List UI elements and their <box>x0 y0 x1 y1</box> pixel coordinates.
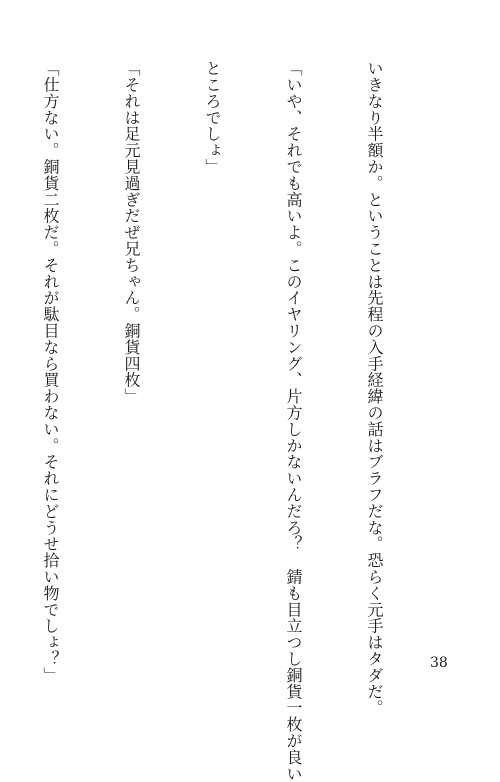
text-line: 「仕方ない。銅貨二枚だ。それが駄目なら買わない。それにどうせ拾い物でしょ？」 <box>41 60 60 684</box>
text-line: いきなり半額か。ということは先程の入手経緯の話はブラフだな。恐らく元手はタダだ。 <box>365 60 384 716</box>
page-number: 38 <box>430 655 448 671</box>
text-line: ところでしょ」 <box>203 60 222 175</box>
text-line: 「いや、それでも高いよ。このイヤリング、片方しかないんだろ？ 錆も目立つし銅貨一枚が良い <box>284 60 303 782</box>
text-line: 「それは足元見過ぎだぜ兄ちゃん。銅貨四枚」 <box>122 60 141 405</box>
